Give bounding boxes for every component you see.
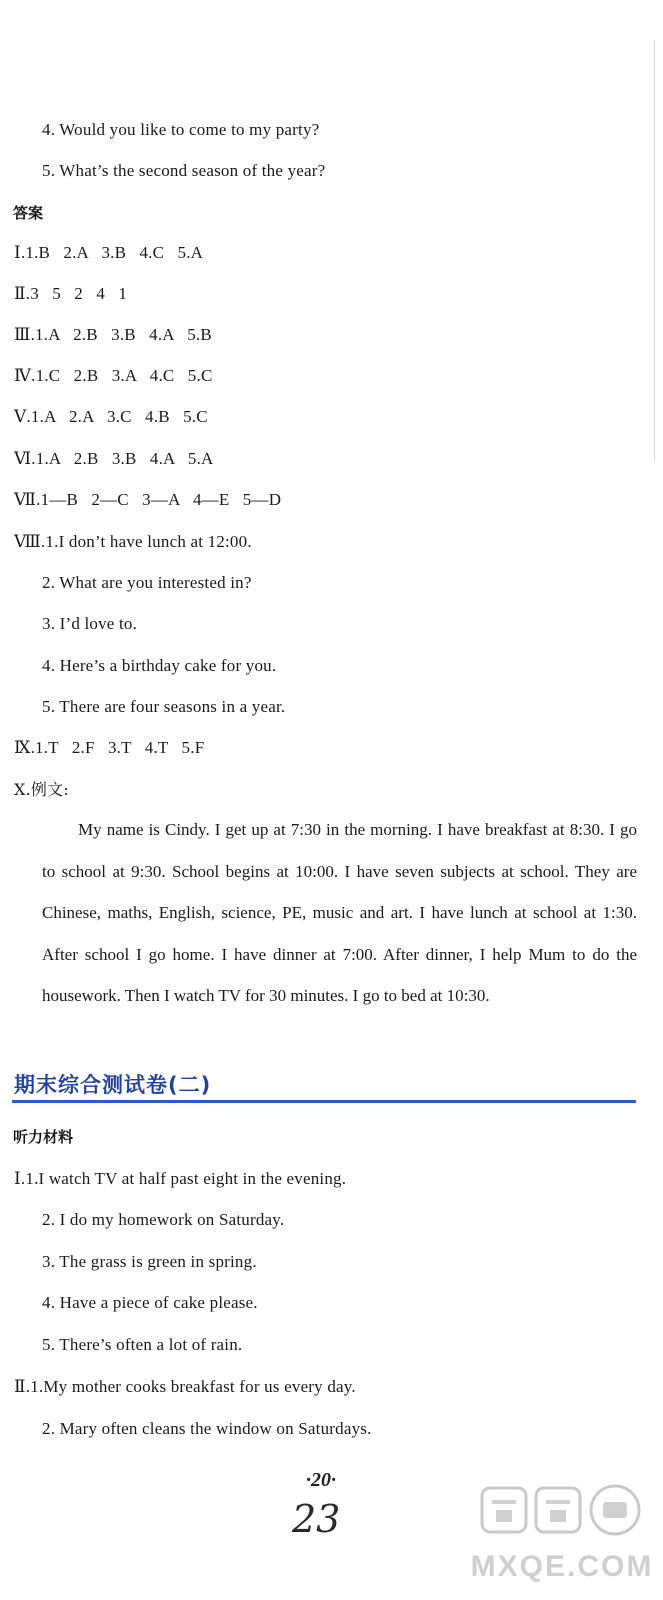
answer-row-3: Ⅲ.1.A 2.B 3.B 4.A 5.B bbox=[14, 325, 212, 344]
handwritten-page-number: 23 bbox=[292, 1497, 341, 1541]
answer-row-9: Ⅸ.1.T 2.F 3.T 4.T 5.F bbox=[14, 738, 205, 757]
viii-item-4: 4. Here’s a birthday cake for you. bbox=[42, 656, 277, 675]
svg-text:MXQE.COM: MXQE.COM bbox=[470, 1550, 654, 1583]
listening-heading: 听力材料 bbox=[13, 1128, 74, 1146]
answer-row-6: Ⅵ.1.A 2.B 3.B 4.A 5.A bbox=[14, 449, 214, 468]
viii-item-3: 3. I’d love to. bbox=[42, 614, 138, 633]
answer-row-2: Ⅱ.3 5 2 4 1 bbox=[14, 284, 128, 303]
answer-row-7: Ⅶ.1—B 2—C 3—A 4—E 5—D bbox=[14, 490, 282, 509]
watermark-logo bbox=[470, 1480, 655, 1590]
listening-row-1: Ⅰ.1.I watch TV at half past eight in the evening. bbox=[14, 1169, 347, 1188]
listening-row-5: 5. There’s often a lot of rain. bbox=[42, 1335, 243, 1354]
listening-row-4: 4. Have a piece of cake please. bbox=[42, 1293, 258, 1312]
viii-item-5: 5. There are four seasons in a year. bbox=[42, 697, 286, 716]
listening-row-6: Ⅱ.1.My mother cooks breakfast for us every day. bbox=[14, 1377, 356, 1396]
answer-row-8: Ⅷ.1.I don’t have lunch at 12:00. bbox=[14, 532, 252, 551]
page-number: ·20· bbox=[306, 1469, 336, 1491]
listening-row-7: 2. Mary often cleans the window on Saturdays. bbox=[42, 1419, 372, 1438]
sample-essay: My name is Cindy. I get up at 7:30 in the morning. I have breakfast at 8:30. I go to school at 9:30. School begins at 10:00. I have seven subjects at school. They are Chinese, maths, English, science, PE, music and art. I have lunch at school at 1:30. After school I go home. I have dinner at 7:00. After dinner, I help Mum to do the housework. Then I watch TV for 30 minutes. I go to bed at 10:30. bbox=[42, 820, 637, 1005]
answer-row-10: Ⅹ.例文: bbox=[14, 780, 69, 799]
section-title-rule bbox=[12, 1100, 636, 1103]
answer-row-1: Ⅰ.1.B 2.A 3.B 4.C 5.A bbox=[14, 243, 204, 262]
listening-row-3: 3. The grass is green in spring. bbox=[42, 1252, 257, 1271]
answers-heading: 答案 bbox=[13, 204, 44, 222]
question-4: 4. Would you like to come to my party? bbox=[42, 120, 320, 139]
section-title: 期末综合测试卷(二) bbox=[14, 1073, 212, 1097]
question-5: 5. What’s the second season of the year? bbox=[42, 161, 326, 180]
answer-row-5: Ⅴ.1.A 2.A 3.C 4.B 5.C bbox=[14, 407, 208, 426]
page-edge-line bbox=[654, 40, 655, 460]
listening-row-2: 2. I do my homework on Saturday. bbox=[42, 1210, 285, 1229]
viii-item-2: 2. What are you interested in? bbox=[42, 573, 252, 592]
answer-row-4: Ⅳ.1.C 2.B 3.A 4.C 5.C bbox=[14, 366, 213, 385]
